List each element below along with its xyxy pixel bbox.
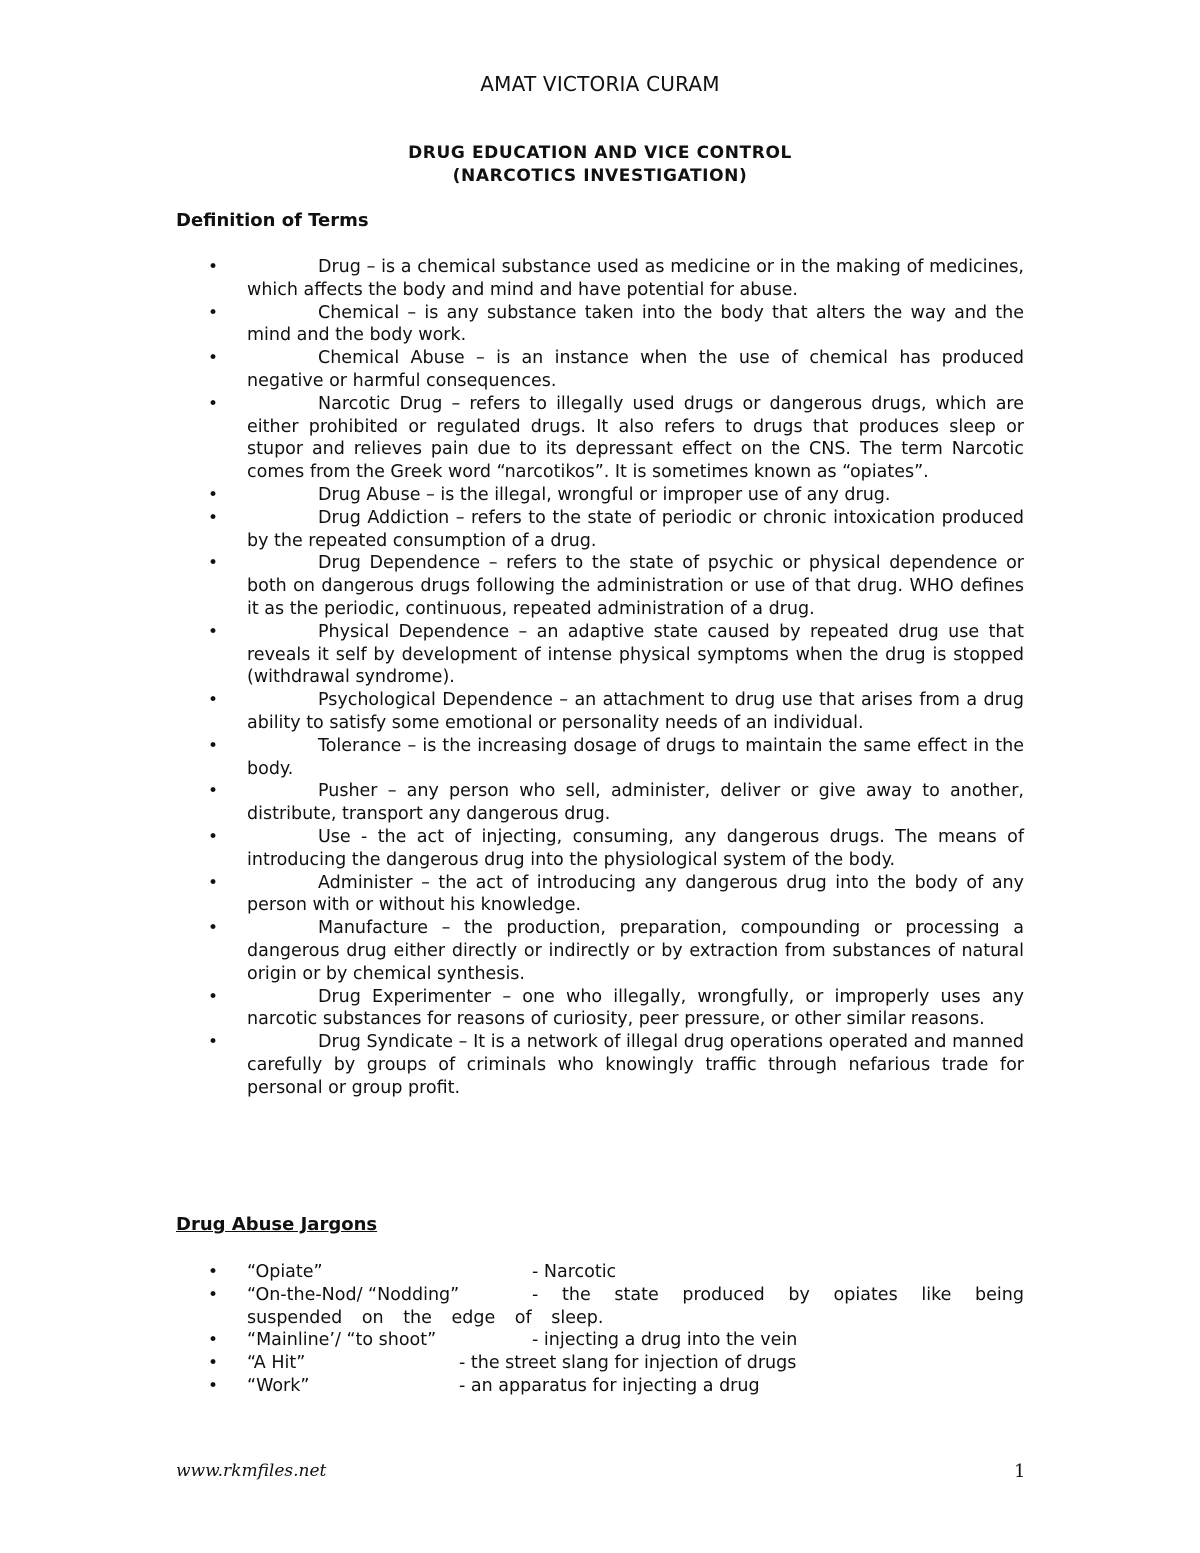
jargon-description: - the street slang for injection of drugs (459, 1353, 797, 1374)
definition-text: Drug Syndicate – It is a network of illegal drug operations operated and manned carefully by groups of criminals who knowingly traffic through nefarious trade for personal or group profit. (247, 1032, 1024, 1098)
definition-text: Narcotic Drug – refers to illegally used drugs or dangerous drugs, which are either prohibited or regulated drugs. It also refers to drugs that produces sleep or stupor and relieves pain due to its depressant effect on the CNS. The term Narcotic comes from the Greek word “narcotikos”. It is sometimes known as “opiates”. (247, 393, 1024, 483)
jargons-list (176, 1261, 1024, 1398)
bullet-icon: • (208, 986, 219, 1007)
bullet-icon: • (208, 1353, 219, 1374)
list-item (176, 393, 1024, 484)
definition-text: Drug Dependence – refers to the state of psychic or physical dependence or both on dangerous drugs following the administration or use of that drug. WHO defines it as the periodic, continuous, repeated administration of a drug. (247, 553, 1024, 619)
bullet-icon: • (208, 1330, 219, 1351)
list-item (176, 507, 1024, 553)
definition-text: Drug Experimenter – one who illegally, wrongfully, or improperly uses any narcotic substances for reasons of curiosity, peer pressure, or other similar reasons. (247, 986, 1024, 1030)
list-item (176, 1352, 1024, 1375)
definition-text: Chemical Abuse – is an instance when the use of chemical has produced negative or harmful consequences. (247, 348, 1024, 391)
bullet-icon: • (208, 826, 219, 847)
jargon-term: “Opiate” (247, 1262, 323, 1282)
jargon-term: “On-the-Nod/ “Nodding” (247, 1284, 460, 1305)
jargon-description: - Narcotic (532, 1262, 617, 1282)
bullet-icon: • (208, 735, 219, 756)
definition-text: Drug Abuse – is the illegal, wrongful or improper use of any drug. (318, 484, 891, 505)
list-item (176, 1375, 1024, 1398)
list-item (176, 621, 1024, 689)
bullet-icon: • (208, 257, 219, 277)
footer-website: www.rkmfiles.net (176, 1461, 327, 1481)
definition-of-terms-heading: Definition of Terms (176, 210, 369, 231)
list-item (176, 256, 1024, 302)
list-item (176, 484, 1024, 507)
definition-text: Psychological Dependence – an attachment to drug use that arises from a drug ability to satisfy some emotional or personality needs of an individual. (247, 690, 1024, 733)
list-item (176, 872, 1024, 918)
bullet-icon: • (208, 348, 219, 369)
bullet-icon: • (208, 621, 219, 642)
list-item (176, 1031, 1024, 1099)
bullet-icon: • (208, 690, 219, 711)
definition-text: Drug Addiction – refers to the state of periodic or chronic intoxication produced by the repeated consumption of a drug. (247, 507, 1024, 551)
bullet-icon: • (208, 484, 219, 505)
definition-text: Chemical – is any substance taken into the body that alters the way and the mind and the body work. (247, 302, 1024, 346)
list-item (176, 689, 1024, 735)
list-item (176, 735, 1024, 781)
bullet-icon: • (208, 1284, 219, 1305)
list-item (176, 917, 1024, 985)
definition-text: Pusher – any person who sell, administer, deliver or give away to another, distribute, transport any dangerous drug. (247, 781, 1024, 825)
definition-text: Use - the act of injecting, consuming, any dangerous drugs. The means of introducing the dangerous drug into the physiological system of the body. (247, 826, 1024, 870)
bullet-icon: • (208, 1032, 219, 1053)
jargon-term: “Mainline’/ “to shoot” (247, 1330, 437, 1351)
bullet-icon: • (208, 918, 219, 939)
bullet-icon: • (208, 1262, 219, 1282)
list-item (176, 826, 1024, 872)
jargon-description: - injecting a drug into the vein (532, 1330, 798, 1351)
definition-text: Tolerance – is the increasing dosage of drugs to maintain the same effect in the body. (247, 735, 1024, 779)
bullet-icon: • (208, 1375, 219, 1396)
jargon-description: - the state produced by opiates like being suspended on the edge of sleep. (247, 1284, 1024, 1328)
definition-text: Drug – is a chemical substance used as medicine or in the making of medicines, which affects the body and mind and have potential for abuse. (247, 257, 1024, 300)
list-item (176, 347, 1024, 393)
list-item (176, 1261, 1024, 1284)
definition-text: Manufacture – the production, preparation, compounding or processing a dangerous drug either directly or indirectly or by extraction from substances of natural origin or by chemical synthesis. (247, 918, 1024, 984)
definition-text: Administer – the act of introducing any dangerous drug into the body of any person with or without his knowledge. (247, 872, 1024, 916)
list-item (176, 552, 1024, 620)
bullet-icon: • (208, 393, 219, 414)
bullet-icon: • (208, 507, 219, 528)
jargon-term: “Work” (247, 1375, 310, 1396)
bullet-icon: • (208, 302, 219, 323)
list-item (176, 986, 1024, 1032)
bullet-icon: • (208, 553, 219, 574)
motto: AMAT VICTORIA CURAM (480, 72, 720, 96)
drug-abuse-jargons-heading: Drug Abuse Jargons (176, 1214, 378, 1235)
bullet-icon: • (208, 872, 219, 893)
document-title: DRUG EDUCATION AND VICE CONTROL (408, 143, 792, 163)
definition-text: Physical Dependence – an adaptive state caused by repeated drug use that reveals it self by development of intense physical symptoms when the drug is stopped (withdrawal syndrome). (247, 621, 1024, 688)
list-item (176, 302, 1024, 348)
jargon-term: “A Hit” (247, 1353, 306, 1374)
list-item (176, 780, 1024, 826)
document-subtitle: (NARCOTICS INVESTIGATION) (452, 166, 748, 186)
list-item (176, 1329, 1024, 1352)
list-item (176, 1284, 1024, 1330)
jargon-description: - an apparatus for injecting a drug (459, 1375, 760, 1396)
bullet-icon: • (208, 781, 219, 802)
definitions-list (176, 256, 1024, 1099)
page-number: 1 (1014, 1461, 1026, 1482)
